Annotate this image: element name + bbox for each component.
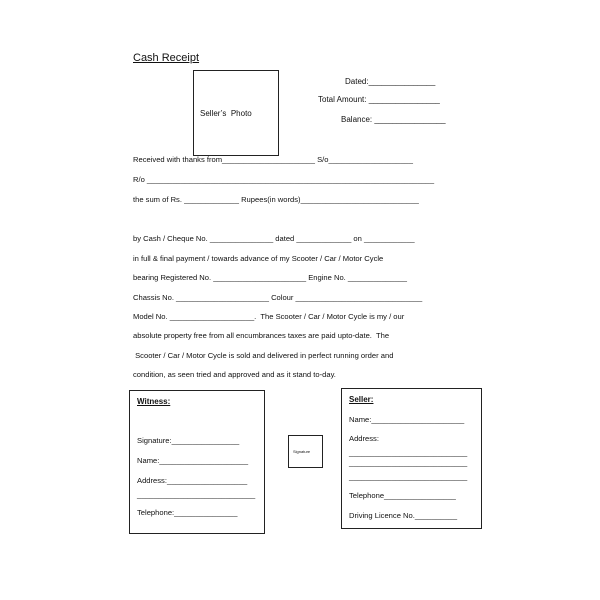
seller-driving-licence-field[interactable]: Driving Licence No.__________ [349, 511, 458, 520]
witness-signature-field[interactable]: Signature:________________ [137, 436, 240, 445]
body-line-cheque[interactable]: by Cash / Cheque No. _______________ dated _____________ on ____________ [133, 234, 415, 243]
document-title: Cash Receipt [133, 52, 200, 64]
seller-heading: Seller: [349, 395, 374, 404]
witness-name-field[interactable]: Name:_____________________ [137, 456, 249, 465]
witness-address-line2[interactable]: ____________________________ [137, 490, 256, 499]
balance-field[interactable]: Balance: ________________ [341, 115, 446, 124]
seller-address-label: Address: [349, 434, 379, 443]
dated-field[interactable]: Dated:_______________ [345, 77, 436, 86]
seller-telephone-field[interactable]: Telephone_________________ [349, 491, 456, 500]
seller-name-field[interactable]: Name:______________________ [349, 415, 465, 424]
body-line-received[interactable]: Received with thanks from______________________ S/o____________________ [133, 155, 413, 164]
body-line-model[interactable]: Model No. ____________________. The Scooter / Car / Motor Cycle is my / our [133, 312, 405, 321]
seller-box [341, 388, 482, 529]
witness-telephone-field[interactable]: Telephone:_______________ [137, 508, 238, 517]
signature-box[interactable] [288, 435, 323, 468]
seller-photo-label: Seller’s Photo [200, 109, 252, 118]
seller-address-line3[interactable]: ____________________________ [349, 472, 468, 481]
body-line-sum[interactable]: the sum of Rs. _____________ Rupees(in words)____________________________ [133, 195, 419, 204]
body-line-registration[interactable]: bearing Registered No. ______________________ Engine No. ______________ [133, 273, 408, 282]
witness-heading: Witness: [137, 397, 171, 406]
body-line-payment: in full & final payment / towards advance of my Scooter / Car / Motor Cycle [133, 254, 384, 263]
body-line-condition: condition, as seen tried and approved and as it stand to-day. [133, 370, 336, 379]
witness-address-field[interactable]: Address:___________________ [137, 476, 248, 485]
body-line-chassis[interactable]: Chassis No. ______________________ Colour ______________________________ [133, 293, 423, 302]
body-line-sold: Scooter / Car / Motor Cycle is sold and delivered in perfect running order and [133, 351, 394, 360]
witness-box [129, 390, 265, 534]
body-line-residence[interactable]: R/o ____________________________________________________________________ [133, 175, 435, 184]
total-amount-field[interactable]: Total Amount: ________________ [318, 95, 440, 104]
seller-address-line2[interactable]: ____________________________ [349, 458, 468, 467]
body-line-property: absolute property free from all encumbrances taxes are paid upto-date. The [133, 331, 390, 340]
seller-photo-box [193, 70, 279, 156]
signature-box-label: Signature [293, 449, 311, 454]
seller-address-line1[interactable]: ____________________________ [349, 448, 468, 457]
